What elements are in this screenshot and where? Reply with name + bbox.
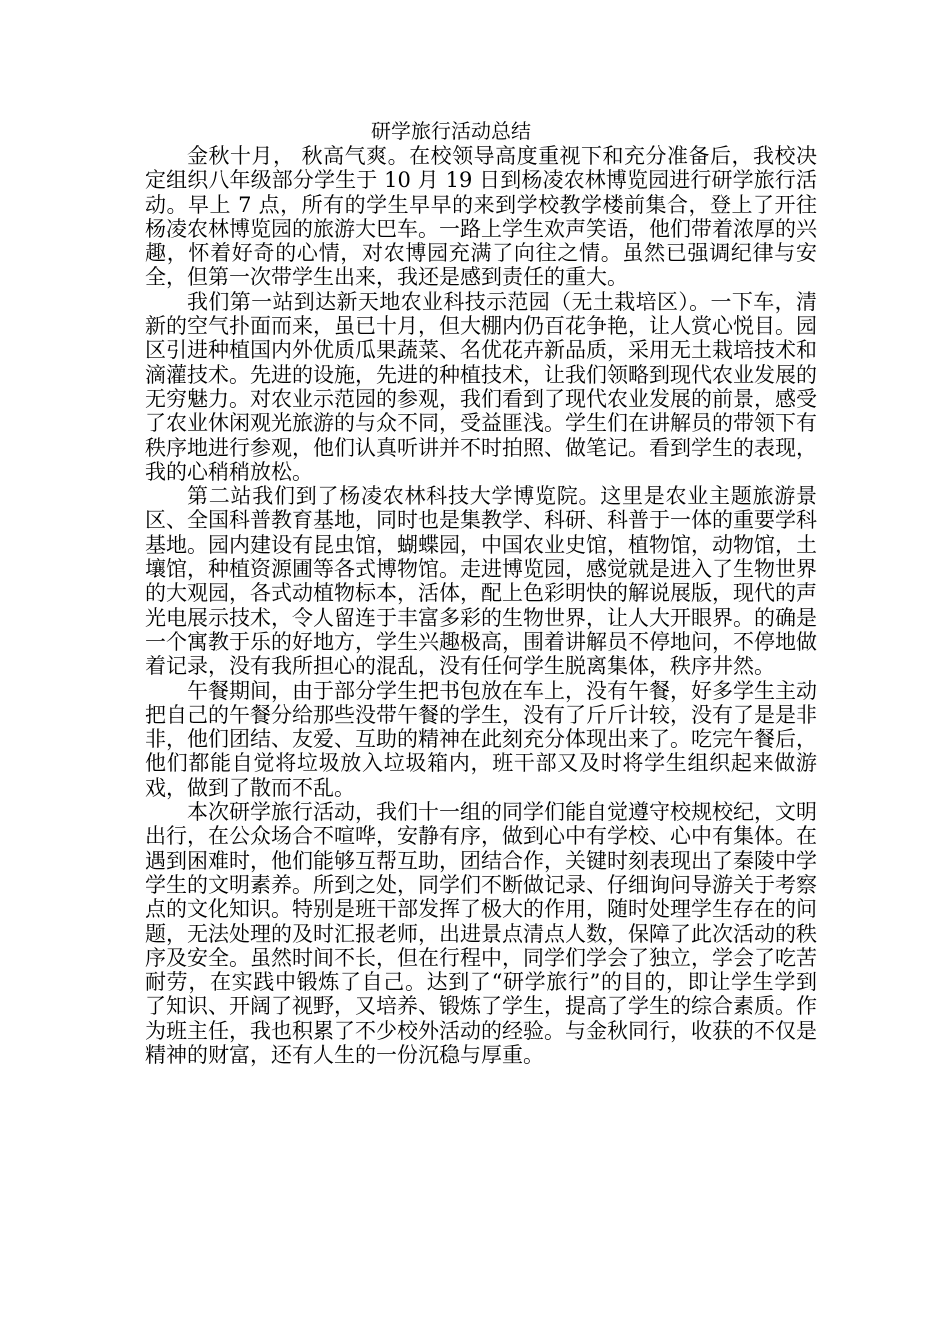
paragraph-second-stop: 第二站我们到了杨凌农林科技大学博览院。这里是农业主题旅游景区、全国科普教育基地，同时也是集教学、科研、科普于一体的重要学科基地。园内建设有昆虫馆，蝴蝶园，中国农业史馆，植物馆，动物馆，土壤馆，种植资源圃等各式博物馆。走进博览园，感觉就是进入了生物世界的大观园，各式动植物标本，活体，配上色彩明快的解说展版，现代的声光电展示技术，令人留连于丰富多彩的生物世界，让人大开眼界。的确是一个寓教于乐的好地方，学生兴趣极高，围着讲解员不停地问，不停地做着记录，没有我所担心的混乱，没有任何学生脱离集体，秩序井然。 [145, 484, 817, 679]
document-page [145, 118, 817, 1067]
document-title: 研学旅行活动总结 [371, 119, 531, 143]
paragraph-lunch: 午餐期间，由于部分学生把书包放在车上，没有午餐，好多学生主动把自己的午餐分给那些没带午餐的学生，没有了斤斤计较，没有了是是非非，他们团结、友爱、互助的精神在此刻充分体现出来了。吃完午餐后，他们都能自觉将垃圾放入垃圾箱内，班干部又及时将学生组织起来做游戏，做到了散而不乱。 [145, 678, 817, 800]
paragraph-first-stop: 我们第一站到达新天地农业科技示范园（无土栽培区）。一下车，清新的空气扑面而来，虽已十月，但大棚内仍百花争艳，让人赏心悦目。园区引进种植国内外优质瓜果蔬菜、名优花卉新品质，采用无土栽培技术和滴灌技术。先进的设施，先进的种植技术，让我们领略到现代农业发展的无穷魅力。对农业示范园的参观，我们看到了现代农业发展的前景，感受了农业休闲观光旅游的与众不同，受益匪浅。学生们在讲解员的带领下有秩序地进行参观，他们认真听讲并不时拍照、做笔记。看到学生的表现，我的心稍稍放松。 [145, 289, 817, 484]
paragraph-summary: 本次研学旅行活动，我们十一组的同学们能自觉遵守校规校纪，文明出行，在公众场合不喧哗，安静有序，做到心中有学校、心中有集体。在遇到困难时，他们能够互帮互助，团结合作，关键时刻表现出了秦陵中学学生的文明素养。所到之处，同学们不断做记录、仔细询问导游关于考察点的文化知识。特别是班干部发挥了极大的作用，随时处理学生存在的问题，无法处理的及时汇报老师，出进景点清点人数，保障了此次活动的秩序及安全。虽然时间不长，但在行程中，同学们学会了独立，学会了吃苦耐劳，在实践中锻炼了自己。达到了“研学旅行”的目的，即让学生学到了知识、开阔了视野，又培养、锻炼了学生，提高了学生的综合素质。作为班主任，我也积累了不少校外活动的经验。与金秋同行，收获的不仅是精神的财富，还有人生的一份沉稳与厚重。 [145, 800, 817, 1067]
paragraph-intro: 金秋十月， 秋高气爽。在校领导高度重视下和充分准备后，我校决定组织八年级部分学生于 10 月 19 日到杨凌农林博览园进行研学旅行活动。早上 7 点，所有的学生早早的来到学校教学楼前集合，登上了开往杨凌农林博览园的旅游大巴车。一路上学生欢声笑语，他们带着浓厚的兴趣，怀着好奇的心情，对农博园充满了向往之情。虽然已强调纪律与安全，但第一次带学生出来，我还是感到责任的重大。 [145, 144, 817, 290]
